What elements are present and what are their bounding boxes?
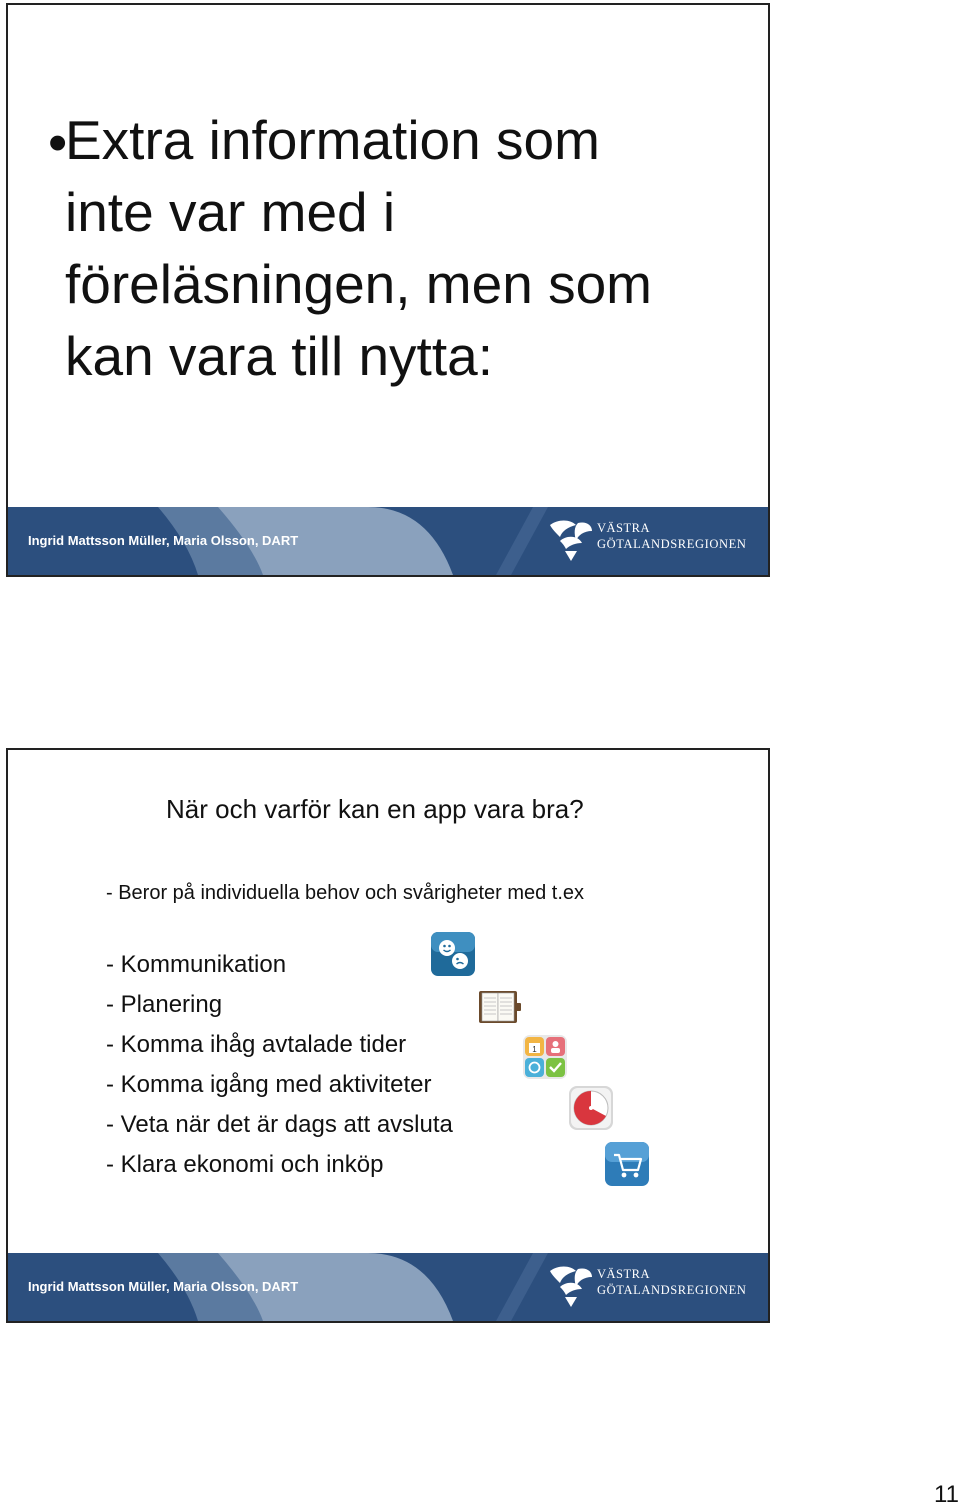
title-line-4: kan vara till nytta: xyxy=(65,325,493,387)
vgr-logo xyxy=(548,1261,763,1311)
list-item: - Planering xyxy=(106,991,223,1018)
planner-book-icon xyxy=(476,985,522,1031)
slide-heading: När och varför kan en app vara bra? xyxy=(166,794,584,824)
logo-text-line2: GÖTALANDSREGIONEN xyxy=(597,1283,747,1297)
bullet: • xyxy=(48,111,68,173)
list-item: - Klara ekonomi och inköp xyxy=(106,1151,384,1178)
page-number: 11 xyxy=(934,1481,959,1508)
slide-footer xyxy=(8,507,768,575)
title-line-1: Extra information som xyxy=(65,109,600,171)
shopping-cart-app-icon xyxy=(604,1141,650,1187)
calendar-grid-app-icon xyxy=(522,1034,568,1080)
logo-text-line2: GÖTALANDSREGIONEN xyxy=(597,537,747,551)
logo-text-line1: VÄSTRA xyxy=(597,521,651,535)
timer-app-icon xyxy=(568,1085,614,1131)
svg-text:1: 1 xyxy=(532,1045,537,1054)
slide-subheading: - Beror på individuella behov och svårigheter med t.ex xyxy=(106,882,585,904)
footer-authors: Ingrid Mattsson Müller, Maria Olsson, DART xyxy=(28,1279,299,1294)
footer-authors: Ingrid Mattsson Müller, Maria Olsson, DART xyxy=(28,533,299,548)
list-item: - Komma ihåg avtalade tider xyxy=(106,1031,407,1058)
list-item: - Veta när det är dags att avsluta xyxy=(106,1111,453,1138)
vgr-logo-mark-icon xyxy=(548,517,594,563)
slide-2 xyxy=(6,748,770,1323)
title-line-3: föreläsningen, men som xyxy=(65,253,652,315)
communication-app-icon xyxy=(430,931,476,977)
slide-footer xyxy=(8,1253,768,1321)
vgr-logo-mark-icon xyxy=(548,1263,594,1309)
title-line-2: inte var med i xyxy=(65,181,396,243)
list-item: - Kommunikation xyxy=(106,951,287,978)
vgr-logo xyxy=(548,515,763,565)
list-item: - Komma igång med aktiviteter xyxy=(106,1071,432,1098)
slide-1 xyxy=(6,3,770,577)
logo-text-line1: VÄSTRA xyxy=(597,1267,651,1281)
